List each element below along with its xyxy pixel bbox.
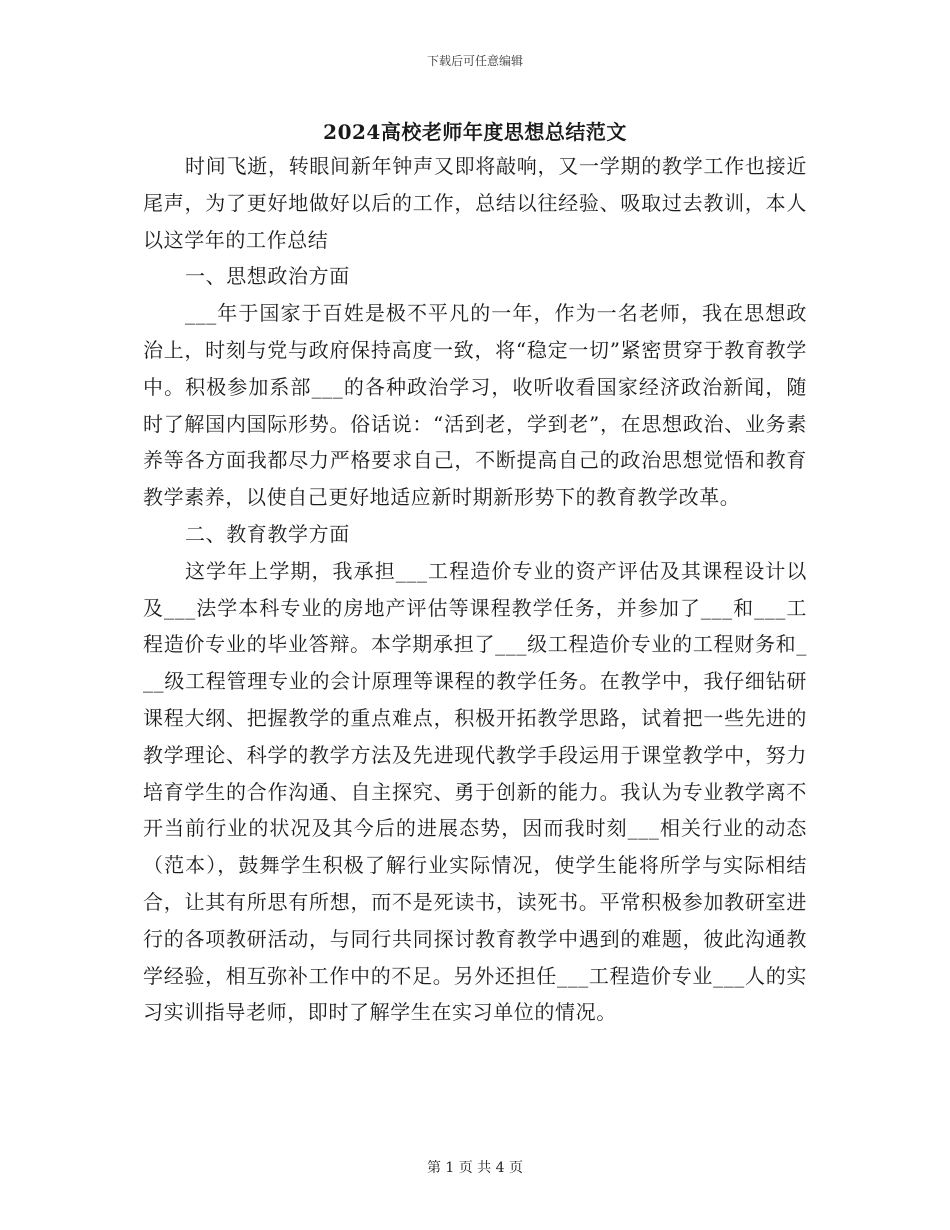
paragraph-ideology: ___年于国家于百姓是极不平凡的一年，作为一名老师，我在思想政治上，时刻与党与政府保持高度一致，将“稳定一切”紧密贯穿于教育教学中。积极参加系部___的各种政治学习，收听收看国家经济政治新闻，随时了解国内国际形势。俗话说：“活到老，学到老”，在思想政治、业务素养等各方面我都尽力严格要求自己，不断提高自己的政治思想觉悟和教育教学素养，以使自己更好地适应新时期新形势下的教育教学改革。	[143, 301, 807, 510]
paragraph-teaching: 这学年上学期，我承担___工程造价专业的资产评估及其课程设计以及___法学本科专业的房地产评估等课程教学任务，并参加了___和___工程造价专业的毕业答辩。本学期承担了___级工程造价专业的工程财务和___级工程管理专业的会计原理等课程的教学任务。在教学中，我仔细钻研课程大纲、把握教学的重点难点，积极开拓教学思路，试着把一些先进的教学理论、科学的教学方法及先进现代教学手段运用于课堂教学中，努力培育学生的合作沟通、自主探究、勇于创新的能力。我认为专业教学离不开当前行业的状况及其今后的进展态势，因而我时刻___相关行业的动态（范本），鼓舞学生积极了解行业实际情况，使学生能将所学与实际相结合，让其有所思有所想，而不是死读书，读死书。平常积极参加教研室进行的各项教研活动，与同行共同探讨教育教学中遇到的难题，彼此沟通教学经验，相互弥补工作中的不足。另外还担任___工程造价专业___人的实习实训指导老师，即时了解学生在实习单位的情况。	[143, 558, 807, 1025]
page-footer-indicator: 第 1 页 共 4 页	[426, 1160, 524, 1176]
section-heading-ideology: 一、思想政治方面	[185, 264, 350, 289]
paragraph-intro: 时间飞逝，转眼间新年钟声又即将敲响，又一学期的教学工作也接近尾声，为了更好地做好以后的工作，总结以往经验、吸取过去教训，本人以这学年的工作总结	[143, 154, 807, 252]
page-header-note: 下载后可任意编辑	[426, 54, 523, 68]
document-title: 2024高校老师年度思想总结范文	[323, 120, 627, 144]
document-body	[143, 148, 807, 1031]
section-heading-teaching: 二、教育教学方面	[185, 521, 350, 546]
